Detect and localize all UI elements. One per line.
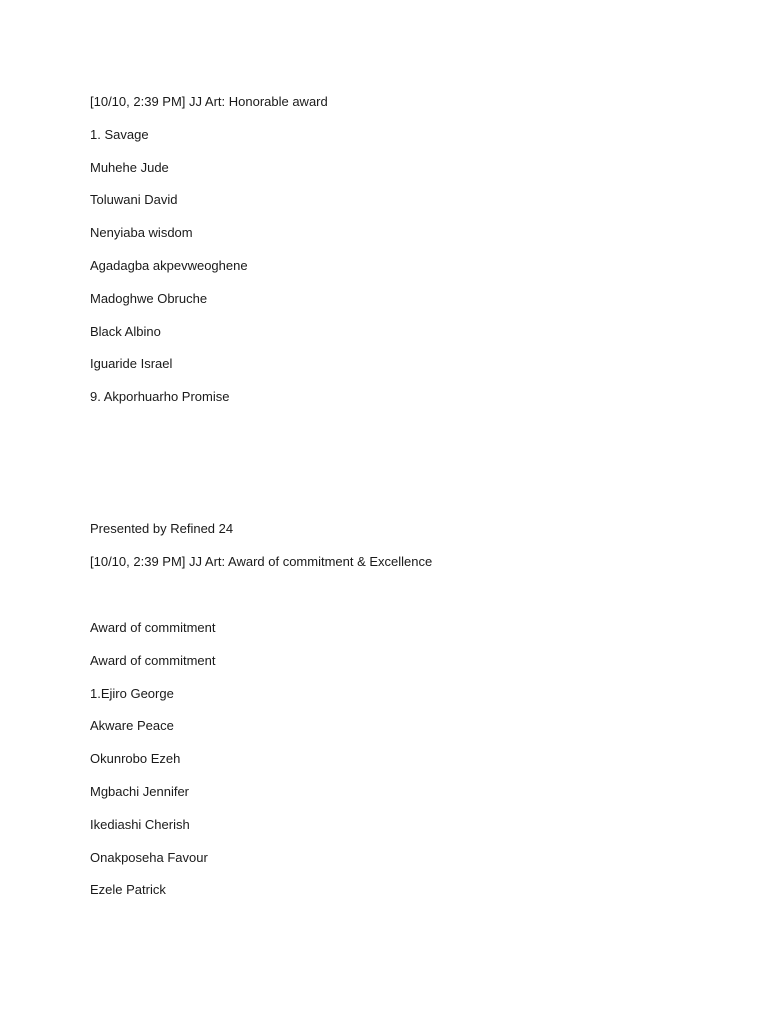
list-item: Mgbachi Jennifer	[90, 784, 189, 799]
list-item: 1. Savage	[90, 127, 149, 142]
list-item: Okunrobo Ezeh	[90, 751, 181, 766]
section-header-honorable-award: [10/10, 2:39 PM] JJ Art: Honorable award	[90, 94, 328, 109]
list-item: 1.Ejiro George	[90, 686, 174, 701]
list-item: 9. Akporhuarho Promise	[90, 389, 230, 404]
list-item: Ikediashi Cherish	[90, 817, 190, 832]
list-item: Akware Peace	[90, 718, 174, 733]
subheading: Award of commitment	[90, 653, 216, 668]
list-item: Agadagba akpevweoghene	[90, 258, 248, 273]
list-item: Black Albino	[90, 324, 161, 339]
list-item: Nenyiaba wisdom	[90, 225, 193, 240]
list-item: Toluwani David	[90, 192, 178, 207]
list-item: Onakposeha Favour	[90, 850, 208, 865]
presented-by-text: Presented by Refined 24	[90, 521, 234, 536]
list-item: Iguaride Israel	[90, 356, 173, 371]
list-item: Madoghwe Obruche	[90, 291, 208, 306]
list-item: Ezele Patrick	[90, 882, 166, 897]
subheading: Award of commitment	[90, 620, 216, 635]
section-header-commitment-excellence: [10/10, 2:39 PM] JJ Art: Award of commitment & Excellence	[90, 554, 433, 569]
list-item: Muhehe Jude	[90, 160, 169, 175]
